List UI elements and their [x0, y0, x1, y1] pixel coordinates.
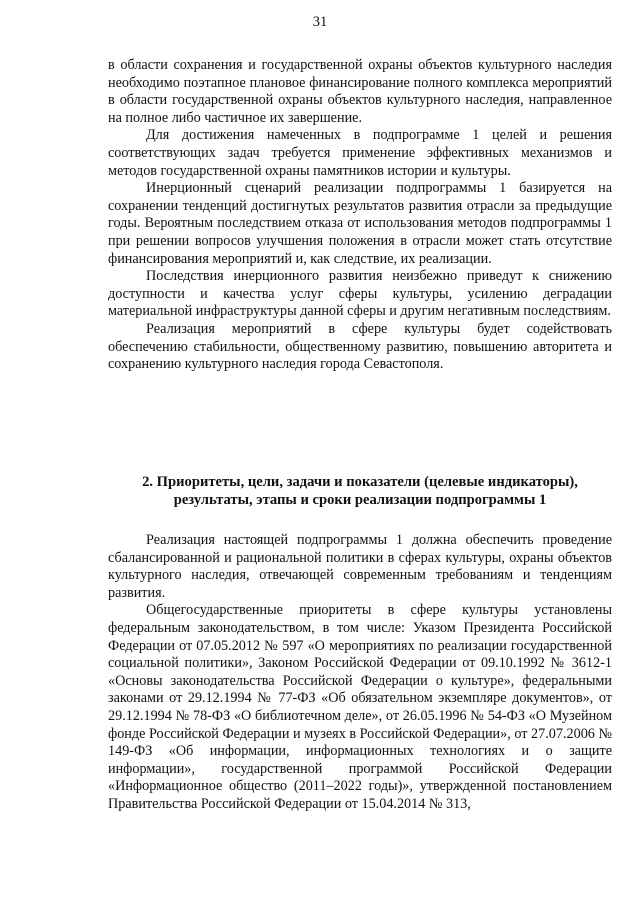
- paragraph-continuation: в области сохранения и государственной охраны объектов культурного наследия необходимо поэтапное плановое финансирование полного комплекса мероприятий в области государственной охраны объектов культурного наследия, направленное на полное либо частичное их завершение.: [108, 57, 612, 126]
- page-number: 31: [312, 14, 328, 30]
- paragraph-methods: Для достижения намеченных в подпрограмме 1 целей и решения соответствующих задач требуется применение эффективных механизмов и методов государственной охраны памятников истории и культуры.: [108, 127, 612, 179]
- paragraph-subprogram-goal: Реализация настоящей подпрограммы 1 должна обеспечить проведение сбалансированной и рациональной политики в сферах культуры, охраны объектов культурного наследия, отвечающей современным требованиям и тенденциям развития.: [108, 532, 612, 601]
- paragraph-inertial-scenario: Инерционный сценарий реализации подпрограммы 1 базируется на сохранении тенденций достигнутых результатов развития отрасли за предыдущие годы. Вероятным последствием отказа от использования методов подпрограммы 1 при решении вопросов улучшения положения в отрасли может стать отсутствие финансирования мероприятий и, как следствие, их реализации.: [108, 180, 612, 267]
- paragraph-consequences: Последствия инерционного развития неизбежно приведут к снижению доступности и качества услуг сферы культуры, усилению деградации материальной инфраструктуры данной сферы и другим негативным последствиям.: [108, 268, 612, 320]
- section-heading-line-1: 2. Приоритеты, цели, задачи и показатели (целевые индикаторы),: [142, 474, 578, 490]
- section-heading: [108, 473, 612, 509]
- section-2-text: [108, 532, 612, 814]
- paragraph-implementation: Реализация мероприятий в сфере культуры будет содействовать обеспечению стабильности, общественному развитию, повышению авторитета и сохранению культурного наследия города Севастополя.: [108, 320, 612, 373]
- paragraph-priorities: Общегосударственные приоритеты в сфере культуры установлены федеральным законодательством, в том числе: Указом Президента Российской Федерации от 07.05.2012 № 597 «О мероприятиях по реализации государственной социальной политики», Законом Российской Федерации от 09.10.1992 № 3612-1 «Основы законодательства Российской Федерации о культуре», федеральными законами от 29.12.1994 № 77-ФЗ «Об обязательном экземпляре документов», от 29.12.1994 № 78-ФЗ «О библиотечном деле», от 26.05.1996 № 54-ФЗ «О Музейном фонде Российской Федерации и музеях в Российской Федерации», от 27.07.2006 № 149-ФЗ «Об информации, информационных технологиях и о защите информации», государственной программой Российской Федерации «Информационное общество (2011–2022 годы)», утвержденной постановлением Правительства Российской Федерации от 15.04.2014 № 313,: [108, 602, 612, 812]
- section-heading-line-2: результаты, этапы и сроки реализации подпрограммы 1: [173, 492, 547, 508]
- section-1-text: [108, 57, 612, 374]
